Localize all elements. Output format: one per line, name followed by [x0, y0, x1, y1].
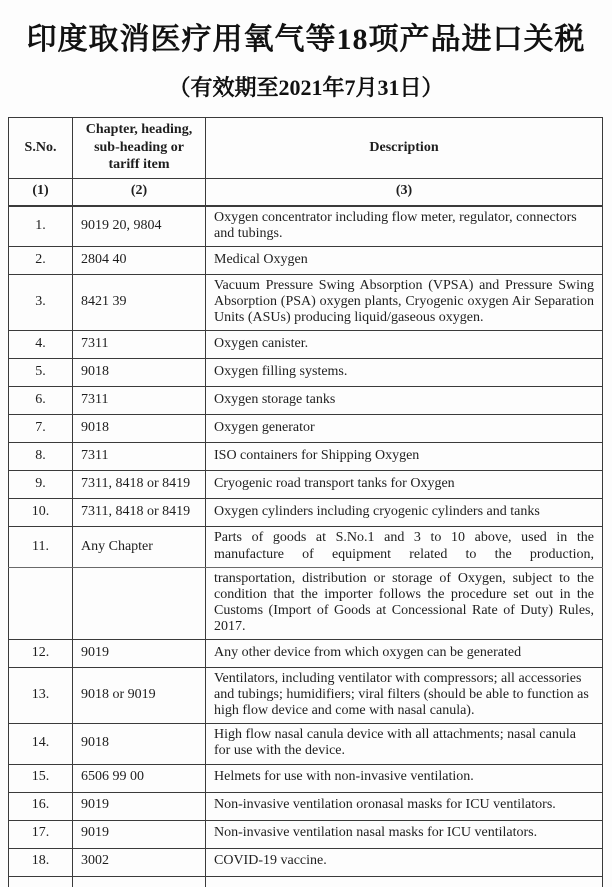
sno-cell-empty [9, 876, 73, 887]
sno-cell: 15. [9, 764, 73, 792]
sno-cell: 13. [9, 668, 73, 724]
table-row [9, 724, 603, 764]
description-cell: Vacuum Pressure Swing Absorption (VPSA) and Pressure Swing Absorption (PSA) oxygen plants, Cryogenic oxygen Air Separation Units (ASUs) producing liquid/gaseous oxygen. [206, 275, 603, 331]
sno-cell: 14. [9, 724, 73, 764]
chapter-cell: Any Chapter [73, 527, 206, 567]
table-row [9, 499, 603, 527]
chapter-cell: 9019 [73, 640, 206, 668]
chapter-cell-empty [73, 567, 206, 639]
chapter-cell: 9018 or 9019 [73, 668, 206, 724]
description-cell: COVID-19 vaccine. [206, 848, 603, 876]
table-row [9, 387, 603, 415]
table-header-row [9, 118, 603, 179]
chapter-cell: 9018 [73, 415, 206, 443]
table-row [9, 443, 603, 471]
page-title: 印度取消医疗用氧气等18项产品进口关税 [26, 23, 586, 56]
table-row [9, 331, 603, 359]
sno-cell: 17. [9, 820, 73, 848]
sno-cell: 12. [9, 640, 73, 668]
chapter-cell: 8421 39 [73, 275, 206, 331]
partial-cutoff-row [9, 876, 603, 887]
chapter-cell: 3002 [73, 848, 206, 876]
chapter-cell-empty [73, 876, 206, 887]
header-description: Description [206, 118, 603, 179]
table-row [9, 275, 603, 331]
description-cell: Cryogenic road transport tanks for Oxygen [206, 471, 603, 499]
chapter-cell: 9018 [73, 359, 206, 387]
sno-cell: 7. [9, 415, 73, 443]
table-row [9, 206, 603, 247]
sno-cell: 18. [9, 848, 73, 876]
page-subtitle: （有效期至2021年7月31日） [168, 75, 444, 100]
sno-cell: 4. [9, 331, 73, 359]
header-sno: S.No. [9, 118, 73, 179]
description-cell: Non-invasive ventilation oronasal masks for ICU ventilators. [206, 792, 603, 820]
description-cell: ISO containers for Shipping Oxygen [206, 443, 603, 471]
description-cell: Medical Oxygen [206, 247, 603, 275]
column-number-row [9, 178, 603, 206]
chapter-cell: 2804 40 [73, 247, 206, 275]
column-number-3: (3) [206, 178, 603, 206]
sno-cell-empty [9, 567, 73, 639]
description-cell: Oxygen concentrator including flow meter, regulator, connectors and tubings. [206, 206, 603, 247]
table-row [9, 848, 603, 876]
sno-cell: 6. [9, 387, 73, 415]
column-number-1: (1) [9, 178, 73, 206]
description-cell: Helmets for use with non-invasive ventilation. [206, 764, 603, 792]
description-cell: Parts of goods at S.No.1 and 3 to 10 above, used in the manufacture of equipment related to the production, [206, 527, 603, 567]
sno-cell: 9. [9, 471, 73, 499]
column-number-2: (2) [73, 178, 206, 206]
sno-cell: 16. [9, 792, 73, 820]
description-cell: Oxygen filling systems. [206, 359, 603, 387]
chapter-cell: 6506 99 00 [73, 764, 206, 792]
chapter-cell: 9019 [73, 820, 206, 848]
table-row [9, 527, 603, 567]
description-cell: High flow nasal canula device with all attachments; nasal canula for use with the device. [206, 724, 603, 764]
tariff-table [8, 117, 603, 887]
description-cell: Ventilators, including ventilator with compressors; all accessories and tubings; humidifiers; viral filters (should be able to function as high flow device and come with nasal canula). [206, 668, 603, 724]
description-cell-empty [206, 876, 603, 887]
sno-cell: 11. [9, 527, 73, 567]
table-row [9, 764, 603, 792]
chapter-cell: 7311 [73, 443, 206, 471]
chapter-cell: 7311 [73, 387, 206, 415]
chapter-cell: 7311, 8418 or 8419 [73, 471, 206, 499]
table-row [9, 640, 603, 668]
sno-cell: 8. [9, 443, 73, 471]
description-cell: Any other device from which oxygen can be generated [206, 640, 603, 668]
description-cell: Oxygen cylinders including cryogenic cylinders and tanks [206, 499, 603, 527]
chapter-cell: 9019 [73, 792, 206, 820]
table-row [9, 415, 603, 443]
table-row [9, 792, 603, 820]
table-row [9, 359, 603, 387]
header-chapter: Chapter, heading, sub-heading or tariff item [73, 118, 206, 179]
sno-cell: 1. [9, 206, 73, 247]
table-row [9, 668, 603, 724]
sno-cell: 5. [9, 359, 73, 387]
table-row-continued [9, 567, 603, 639]
description-cell: Oxygen storage tanks [206, 387, 603, 415]
description-cell: Oxygen canister. [206, 331, 603, 359]
sno-cell: 2. [9, 247, 73, 275]
description-cell: Oxygen generator [206, 415, 603, 443]
table-row [9, 820, 603, 848]
sno-cell: 10. [9, 499, 73, 527]
chapter-cell: 9018 [73, 724, 206, 764]
sno-cell: 3. [9, 275, 73, 331]
table-row [9, 247, 603, 275]
chapter-cell: 9019 20, 9804 [73, 206, 206, 247]
table-body [9, 206, 603, 887]
description-cell: Non-invasive ventilation nasal masks for ICU ventilators. [206, 820, 603, 848]
chapter-cell: 7311 [73, 331, 206, 359]
description-cell-continued: transportation, distribution or storage of Oxygen, subject to the condition that the importer follows the procedure set out in the Customs (Import of Goods at Concessional Rate of Duty) Rules, 2017. [206, 567, 603, 639]
chapter-cell: 7311, 8418 or 8419 [73, 499, 206, 527]
table-row [9, 471, 603, 499]
